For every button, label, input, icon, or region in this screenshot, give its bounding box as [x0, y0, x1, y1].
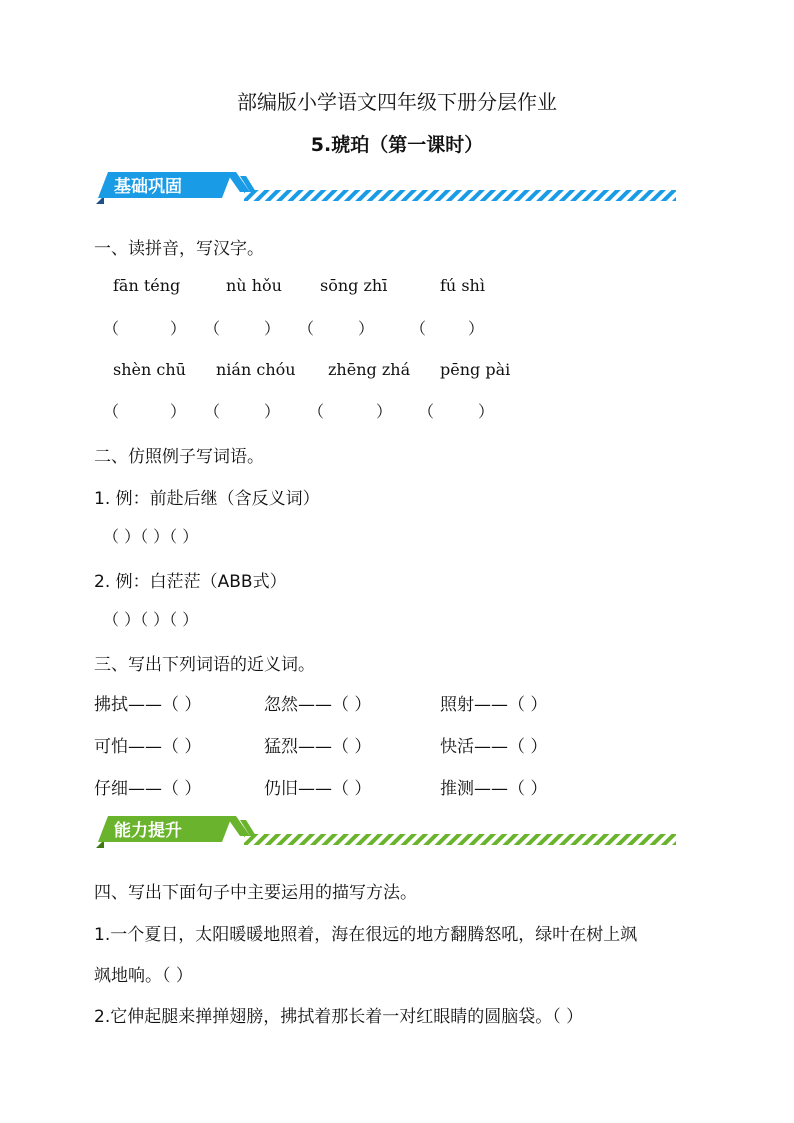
blank-open: （ — [410, 319, 427, 338]
q4-title: 四、写出下面句子中主要运用的描写方法。 — [94, 883, 417, 903]
blank-open: （ — [204, 402, 221, 421]
section-advanced-label: 能力提升 — [114, 821, 182, 841]
blank-open: （ — [103, 319, 120, 338]
pinyin-4: fú shì — [440, 276, 485, 295]
blank-open: （ — [308, 402, 325, 421]
pinyin-3: sōng zhī — [320, 276, 388, 295]
synonym-item: 猛烈——（ ） — [264, 737, 372, 757]
lesson-title: 5.琥珀（第一课时） — [310, 134, 484, 156]
q4-sentence-1-cont: 飒地响。（ ） — [94, 966, 193, 986]
blank-close: ） — [376, 402, 393, 421]
pinyin-8: pēng pài — [440, 360, 511, 379]
blank-open: （ — [103, 402, 120, 421]
blank-close: ） — [264, 402, 281, 421]
page-title: 部编版小学语文四年级下册分层作业 — [237, 90, 557, 114]
q2-blanks-2: （ ）（ ）（ ） — [103, 610, 199, 629]
synonym-item: 推测——（ ） — [440, 779, 548, 799]
blank-close: ） — [170, 402, 187, 421]
blank-close: ） — [264, 319, 281, 338]
q1-title: 一、读拼音，写汉字。 — [94, 239, 264, 259]
synonym-item: 可怕——（ ） — [94, 737, 202, 757]
blank-open: （ — [204, 319, 221, 338]
pinyin-5: shèn chū — [113, 360, 186, 379]
pinyin-6: nián chóu — [216, 360, 296, 379]
synonym-item: 拂拭——（ ） — [94, 695, 202, 715]
section-basic-label: 基础巩固 — [114, 177, 182, 197]
blank-close: ） — [478, 402, 495, 421]
section-banner-basic — [94, 168, 680, 210]
blank-close: ） — [170, 319, 187, 338]
section-banner-advanced — [94, 812, 680, 854]
pinyin-7: zhēng zhá — [328, 360, 411, 379]
blank-open: （ — [298, 319, 315, 338]
blank-close: ） — [358, 319, 375, 338]
q2-item-2: 2. 例：白茫茫（ABB式） — [94, 572, 287, 592]
q3-title: 三、写出下列词语的近义词。 — [94, 655, 315, 675]
q4-sentence-2: 2.它伸起腿来掸掸翅膀，拂拭着那长着一对红眼睛的圆脑袋。（ ） — [94, 1007, 584, 1027]
q2-blanks-1: （ ）（ ）（ ） — [103, 527, 199, 546]
blank-close: ） — [468, 319, 485, 338]
synonym-item: 快活——（ ） — [440, 737, 548, 757]
q2-title: 二、仿照例子写词语。 — [94, 447, 264, 467]
q2-item-1: 1. 例：前赴后继（含反义词） — [94, 489, 320, 509]
synonym-item: 忽然——（ ） — [264, 695, 372, 715]
pinyin-2: nù hǒu — [226, 276, 282, 295]
blank-open: （ — [418, 402, 435, 421]
synonym-item: 照射——（ ） — [440, 695, 548, 715]
synonym-item: 仍旧——（ ） — [264, 779, 372, 799]
pinyin-1: fān téng — [113, 276, 181, 295]
q4-sentence-1: 1.一个夏日，太阳暖暖地照着，海在很远的地方翻腾怒吼，绿叶在树上飒 — [94, 925, 638, 945]
synonym-item: 仔细——（ ） — [94, 779, 202, 799]
